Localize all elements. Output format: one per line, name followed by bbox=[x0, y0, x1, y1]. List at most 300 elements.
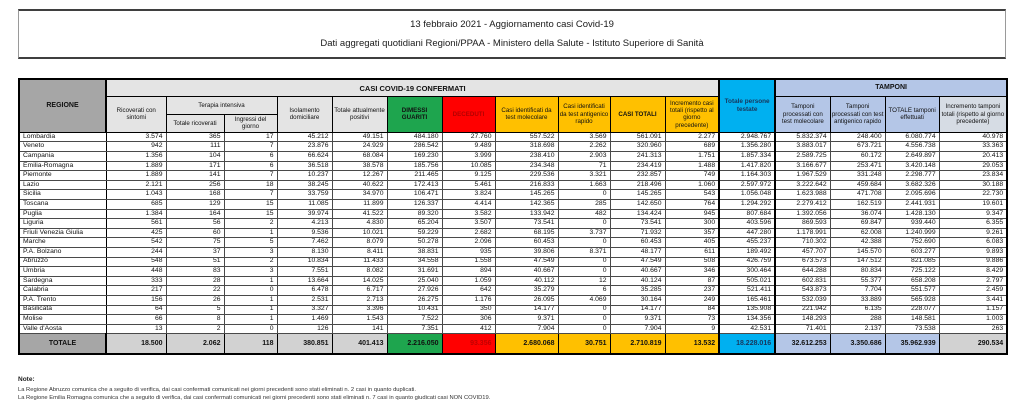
cell-tamponi-molecolare: 71.401 bbox=[775, 324, 830, 334]
cell-persone-testate: 300.464 bbox=[719, 267, 775, 277]
col-header-incremento-casi: Incremento casi totali (rispetto al giorno precedente) bbox=[665, 97, 719, 133]
table-row bbox=[19, 152, 1007, 162]
cell-incremento-tamponi: 20.413 bbox=[939, 152, 1007, 162]
cell-deceduti: 4.414 bbox=[442, 200, 495, 210]
cell-dimessi-guariti: 34.558 bbox=[387, 257, 442, 267]
totale-tamponi-molecolare: 32.612.253 bbox=[775, 334, 830, 355]
cell-casi-molecolare: 35.279 bbox=[495, 286, 558, 296]
cell-tamponi-totale: 6.080.774 bbox=[885, 132, 939, 142]
cell-casi-antigenico: 0 bbox=[558, 267, 610, 277]
cell-attualmente-positivi: 8.082 bbox=[332, 267, 387, 277]
cell-isolamento: 9.536 bbox=[277, 228, 332, 238]
col-header-ingressi-giorno: Ingressi del giorno bbox=[224, 115, 277, 133]
totale-persone-testate: 18.228.016 bbox=[719, 334, 775, 355]
cell-incremento-tamponi: 19.601 bbox=[939, 200, 1007, 210]
cell-persone-testate: 807.684 bbox=[719, 209, 775, 219]
cell-persone-testate: 1.417.820 bbox=[719, 161, 775, 171]
cell-deceduti: 2.096 bbox=[442, 238, 495, 248]
totale-casi-molecolare: 2.680.068 bbox=[495, 334, 558, 355]
cell-casi-totali: 241.313 bbox=[610, 152, 665, 162]
totale-dimessi: 2.216.050 bbox=[387, 334, 442, 355]
cell-incremento-tamponi: 8.429 bbox=[939, 267, 1007, 277]
cell-ricoverati: 64 bbox=[106, 305, 166, 315]
cell-tamponi-totale: 2.095.696 bbox=[885, 190, 939, 200]
cell-incremento-casi: 1.751 bbox=[665, 152, 719, 162]
cell-dimessi-guariti: 484.180 bbox=[387, 132, 442, 142]
table-row bbox=[19, 248, 1007, 258]
cell-casi-molecolare: 68.195 bbox=[495, 228, 558, 238]
cell-incremento-tamponi: 22.730 bbox=[939, 190, 1007, 200]
col-header-casi-totali: CASI TOTALI bbox=[610, 97, 665, 133]
cell-isolamento: 23.876 bbox=[277, 142, 332, 152]
cell-persone-testate: 135.908 bbox=[719, 305, 775, 315]
cell-totale-ricoverati: 8 bbox=[166, 315, 224, 325]
cell-tamponi-molecolare: 148.293 bbox=[775, 315, 830, 325]
cell-casi-molecolare: 234.348 bbox=[495, 161, 558, 171]
cell-casi-totali: 232.857 bbox=[610, 171, 665, 181]
cell-tamponi-molecolare: 3.883.017 bbox=[775, 142, 830, 152]
cell-tamponi-molecolare: 673.573 bbox=[775, 257, 830, 267]
cell-ingressi-giorno: 1 bbox=[224, 295, 277, 305]
cell-tamponi-molecolare: 221.942 bbox=[775, 305, 830, 315]
cell-casi-antigenico: 8.371 bbox=[558, 248, 610, 258]
totale-terapia: 2.062 bbox=[166, 334, 224, 355]
cell-incremento-casi: 2.277 bbox=[665, 132, 719, 142]
cell-tamponi-totale: 565.928 bbox=[885, 295, 939, 305]
cell-tamponi-antigenico: 147.512 bbox=[830, 257, 885, 267]
cell-dimessi-guariti: 172.413 bbox=[387, 180, 442, 190]
cell-ricoverati: 548 bbox=[106, 257, 166, 267]
cell-tamponi-antigenico: 248.400 bbox=[830, 132, 885, 142]
totale-tamponi-effettuati: 35.962.939 bbox=[885, 334, 939, 355]
cell-regione: Campania bbox=[19, 152, 106, 162]
cell-casi-molecolare: 142.365 bbox=[495, 200, 558, 210]
cell-ricoverati: 217 bbox=[106, 286, 166, 296]
cell-totale-ricoverati: 141 bbox=[166, 171, 224, 181]
cell-isolamento: 10.237 bbox=[277, 171, 332, 181]
cell-tamponi-antigenico: 331.248 bbox=[830, 171, 885, 181]
cell-dimessi-guariti: 65.204 bbox=[387, 219, 442, 229]
cell-casi-antigenico: 6 bbox=[558, 286, 610, 296]
cell-ricoverati: 2.121 bbox=[106, 180, 166, 190]
cell-incremento-casi: 405 bbox=[665, 238, 719, 248]
cell-persone-testate: 1.294.292 bbox=[719, 200, 775, 210]
table-row bbox=[19, 238, 1007, 248]
col-header-incremento-tamponi: Incremento tamponi totali (rispetto al giorno precedente) bbox=[939, 97, 1007, 133]
cell-ingressi-giorno: 7 bbox=[224, 142, 277, 152]
cell-isolamento: 3.327 bbox=[277, 305, 332, 315]
cell-deceduti: 412 bbox=[442, 324, 495, 334]
cell-ricoverati: 156 bbox=[106, 295, 166, 305]
cell-dimessi-guariti: 211.465 bbox=[387, 171, 442, 181]
cell-tamponi-antigenico: 60.172 bbox=[830, 152, 885, 162]
cell-tamponi-antigenico: 673.721 bbox=[830, 142, 885, 152]
cell-casi-molecolare: 26.095 bbox=[495, 295, 558, 305]
cell-tamponi-molecolare: 543.873 bbox=[775, 286, 830, 296]
cell-casi-antigenico: 3.569 bbox=[558, 132, 610, 142]
cell-regione: Emilia-Romagna bbox=[19, 161, 106, 171]
cell-persone-testate: 1.056.048 bbox=[719, 190, 775, 200]
cell-casi-antigenico: 0 bbox=[558, 190, 610, 200]
cell-totale-ricoverati: 164 bbox=[166, 209, 224, 219]
cell-regione: Calabria bbox=[19, 286, 106, 296]
cell-regione: Sardegna bbox=[19, 276, 106, 286]
cell-tamponi-antigenico: 80.834 bbox=[830, 267, 885, 277]
title-box bbox=[18, 9, 1006, 59]
cell-ricoverati: 1.889 bbox=[106, 171, 166, 181]
cell-deceduti: 3.824 bbox=[442, 190, 495, 200]
cell-isolamento: 8.130 bbox=[277, 248, 332, 258]
cell-attualmente-positivi: 2.713 bbox=[332, 295, 387, 305]
cell-tamponi-molecolare: 1.623.988 bbox=[775, 190, 830, 200]
cell-casi-antigenico: 0 bbox=[558, 324, 610, 334]
cell-regione: Umbria bbox=[19, 267, 106, 277]
cell-regione: P.A. Trento bbox=[19, 295, 106, 305]
cell-tamponi-molecolare: 2.279.412 bbox=[775, 200, 830, 210]
cell-ricoverati: 561 bbox=[106, 219, 166, 229]
cell-casi-molecolare: 216.833 bbox=[495, 180, 558, 190]
cell-attualmente-positivi: 24.929 bbox=[332, 142, 387, 152]
cell-totale-ricoverati: 104 bbox=[166, 152, 224, 162]
note-line-emilia-romagna: La Regione Emilia Romagna comunica che a seguito di verifica, dai casi confermati comunicati nei giorni precedenti sono stati eliminati n. 7 casi in quanto giudicati casi NON COVID19. bbox=[18, 394, 491, 401]
cell-regione: Sicilia bbox=[19, 190, 106, 200]
cell-casi-totali: 561.091 bbox=[610, 132, 665, 142]
cell-totale-ricoverati: 37 bbox=[166, 248, 224, 258]
col-header-tamponi-molecolare: Tamponi processati con test molecolare bbox=[775, 97, 830, 133]
cell-isolamento: 33.759 bbox=[277, 190, 332, 200]
cell-regione: Abruzzo bbox=[19, 257, 106, 267]
col-header-regione: REGIONE bbox=[19, 79, 106, 132]
cell-totale-ricoverati: 365 bbox=[166, 132, 224, 142]
cell-tamponi-antigenico: 6.135 bbox=[830, 305, 885, 315]
cell-dimessi-guariti: 10.431 bbox=[387, 305, 442, 315]
cell-attualmente-positivi: 11.433 bbox=[332, 257, 387, 267]
cell-regione: Puglia bbox=[19, 209, 106, 219]
cell-deceduti: 27.760 bbox=[442, 132, 495, 142]
notes-section bbox=[18, 376, 1004, 403]
cell-deceduti: 2.682 bbox=[442, 228, 495, 238]
cell-attualmente-positivi: 8.411 bbox=[332, 248, 387, 258]
cell-tamponi-antigenico: 36.074 bbox=[830, 209, 885, 219]
cell-isolamento: 38.245 bbox=[277, 180, 332, 190]
cell-totale-ricoverati: 60 bbox=[166, 228, 224, 238]
table-header bbox=[19, 79, 1007, 132]
cell-casi-antigenico: 0 bbox=[558, 305, 610, 315]
table-row bbox=[19, 142, 1007, 152]
cell-isolamento: 6.478 bbox=[277, 286, 332, 296]
cell-attualmente-positivi: 10.021 bbox=[332, 228, 387, 238]
cell-incremento-tamponi: 9.893 bbox=[939, 248, 1007, 258]
cell-incremento-casi: 1.060 bbox=[665, 180, 719, 190]
cell-attualmente-positivi: 4.830 bbox=[332, 219, 387, 229]
cell-persone-testate: 2.948.767 bbox=[719, 132, 775, 142]
cell-casi-antigenico: 3.737 bbox=[558, 228, 610, 238]
cell-attualmente-positivi: 68.084 bbox=[332, 152, 387, 162]
cell-casi-molecolare: 9.371 bbox=[495, 315, 558, 325]
cell-casi-molecolare: 40.112 bbox=[495, 276, 558, 286]
cell-casi-molecolare: 47.549 bbox=[495, 257, 558, 267]
cell-incremento-tamponi: 1.003 bbox=[939, 315, 1007, 325]
cell-ingressi-giorno: 1 bbox=[224, 305, 277, 315]
table-row bbox=[19, 286, 1007, 296]
cell-casi-antigenico: 12 bbox=[558, 276, 610, 286]
cell-casi-antigenico: 0 bbox=[558, 238, 610, 248]
cell-tamponi-totale: 2.298.777 bbox=[885, 171, 939, 181]
cell-attualmente-positivi: 41.522 bbox=[332, 209, 387, 219]
cell-tamponi-totale: 752.690 bbox=[885, 238, 939, 248]
cell-totale-ricoverati: 26 bbox=[166, 295, 224, 305]
cell-regione: Liguria bbox=[19, 219, 106, 229]
cell-deceduti: 3.507 bbox=[442, 219, 495, 229]
col-header-casi-antigenico: Casi identificati da test antigenico rapido bbox=[558, 97, 610, 133]
cell-dimessi-guariti: 106.471 bbox=[387, 190, 442, 200]
cell-attualmente-positivi: 141 bbox=[332, 324, 387, 334]
totale-label: TOTALE bbox=[19, 334, 106, 355]
cell-incremento-casi: 543 bbox=[665, 190, 719, 200]
cell-deceduti: 10.085 bbox=[442, 161, 495, 171]
cell-incremento-tamponi: 6.083 bbox=[939, 238, 1007, 248]
cell-incremento-tamponi: 1.157 bbox=[939, 305, 1007, 315]
cell-totale-ricoverati: 111 bbox=[166, 142, 224, 152]
cell-persone-testate: 2.597.972 bbox=[719, 180, 775, 190]
cell-regione: Basilicata bbox=[19, 305, 106, 315]
cell-casi-antigenico: 2.262 bbox=[558, 142, 610, 152]
cell-casi-totali: 145.265 bbox=[610, 190, 665, 200]
cell-incremento-casi: 611 bbox=[665, 248, 719, 258]
totale-isolamento: 380.851 bbox=[277, 334, 332, 355]
cell-ingressi-giorno: 15 bbox=[224, 209, 277, 219]
cell-isolamento: 7.551 bbox=[277, 267, 332, 277]
notes-label: Note: bbox=[18, 376, 35, 383]
totale-tamponi-antigenico: 3.350.686 bbox=[830, 334, 885, 355]
cell-casi-molecolare: 238.410 bbox=[495, 152, 558, 162]
cell-casi-totali: 218.496 bbox=[610, 180, 665, 190]
cell-tamponi-totale: 1.240.999 bbox=[885, 228, 939, 238]
cell-persone-testate: 403.596 bbox=[719, 219, 775, 229]
cell-casi-totali: 35.285 bbox=[610, 286, 665, 296]
cell-casi-antigenico: 3.321 bbox=[558, 171, 610, 181]
cell-dimessi-guariti: 7.351 bbox=[387, 324, 442, 334]
cell-persone-testate: 447.280 bbox=[719, 228, 775, 238]
table-row bbox=[19, 171, 1007, 181]
cell-incremento-casi: 237 bbox=[665, 286, 719, 296]
cell-dimessi-guariti: 59.229 bbox=[387, 228, 442, 238]
cell-ricoverati: 1.356 bbox=[106, 152, 166, 162]
col-header-ricoverati: Ricoverati con sintomi bbox=[106, 97, 166, 133]
totale-casi-totali: 2.710.819 bbox=[610, 334, 665, 355]
title-line-1: 13 febbraio 2021 - Aggiornamento casi Covid-19 bbox=[410, 19, 614, 30]
cell-dimessi-guariti: 25.040 bbox=[387, 276, 442, 286]
cell-isolamento: 4.213 bbox=[277, 219, 332, 229]
cell-regione: P.A. Bolzano bbox=[19, 248, 106, 258]
cell-tamponi-totale: 3.420.148 bbox=[885, 161, 939, 171]
cell-ricoverati: 542 bbox=[106, 238, 166, 248]
cell-incremento-casi: 84 bbox=[665, 305, 719, 315]
cell-casi-molecolare: 73.541 bbox=[495, 219, 558, 229]
table-footer bbox=[19, 334, 1007, 355]
totale-row bbox=[19, 334, 1007, 355]
cell-tamponi-totale: 228.077 bbox=[885, 305, 939, 315]
cell-isolamento: 2.531 bbox=[277, 295, 332, 305]
cell-deceduti: 935 bbox=[442, 248, 495, 258]
cell-persone-testate: 505.021 bbox=[719, 276, 775, 286]
cell-tamponi-antigenico: 145.570 bbox=[830, 248, 885, 258]
cell-tamponi-totale: 73.538 bbox=[885, 324, 939, 334]
table-row bbox=[19, 190, 1007, 200]
table-row bbox=[19, 305, 1007, 315]
cell-casi-totali: 73.541 bbox=[610, 219, 665, 229]
cell-casi-molecolare: 60.453 bbox=[495, 238, 558, 248]
table-row bbox=[19, 228, 1007, 238]
group-header-casi-confermati: CASI COVID-19 CONFERMATI bbox=[106, 79, 719, 97]
cell-tamponi-totale: 4.556.738 bbox=[885, 142, 939, 152]
cell-totale-ricoverati: 75 bbox=[166, 238, 224, 248]
cell-tamponi-molecolare: 3.166.677 bbox=[775, 161, 830, 171]
cell-attualmente-positivi: 1.543 bbox=[332, 315, 387, 325]
cell-ricoverati: 1.384 bbox=[106, 209, 166, 219]
cell-attualmente-positivi: 8.079 bbox=[332, 238, 387, 248]
col-header-dimessi-guariti: DIMESSI GUARITI bbox=[387, 97, 442, 133]
cell-ingressi-giorno: 2 bbox=[224, 257, 277, 267]
cell-deceduti: 9.489 bbox=[442, 142, 495, 152]
cell-incremento-casi: 87 bbox=[665, 276, 719, 286]
cell-deceduti: 642 bbox=[442, 286, 495, 296]
cell-deceduti: 1.176 bbox=[442, 295, 495, 305]
table-row bbox=[19, 267, 1007, 277]
cell-tamponi-molecolare: 1.967.529 bbox=[775, 171, 830, 181]
cell-isolamento: 10.834 bbox=[277, 257, 332, 267]
cell-casi-molecolare: 145.265 bbox=[495, 190, 558, 200]
cell-ingressi-giorno: 6 bbox=[224, 161, 277, 171]
cell-deceduti: 5.461 bbox=[442, 180, 495, 190]
cell-deceduti: 1.059 bbox=[442, 276, 495, 286]
cell-dimessi-guariti: 7.522 bbox=[387, 315, 442, 325]
cell-isolamento: 39.974 bbox=[277, 209, 332, 219]
cell-deceduti: 9.125 bbox=[442, 171, 495, 181]
cell-ingressi-giorno: 1 bbox=[224, 228, 277, 238]
cell-casi-molecolare: 229.536 bbox=[495, 171, 558, 181]
cell-casi-antigenico: 71 bbox=[558, 161, 610, 171]
table-row bbox=[19, 180, 1007, 190]
cell-tamponi-totale: 2.649.897 bbox=[885, 152, 939, 162]
cell-persone-testate: 455.237 bbox=[719, 238, 775, 248]
cell-incremento-casi: 1.488 bbox=[665, 161, 719, 171]
cell-tamponi-totale: 603.277 bbox=[885, 248, 939, 258]
cell-tamponi-molecolare: 1.392.056 bbox=[775, 209, 830, 219]
cell-tamponi-antigenico: 162.519 bbox=[830, 200, 885, 210]
cell-persone-testate: 1.164.303 bbox=[719, 171, 775, 181]
cell-isolamento: 66.624 bbox=[277, 152, 332, 162]
cell-incremento-tamponi: 3.441 bbox=[939, 295, 1007, 305]
cell-ingressi-giorno: 15 bbox=[224, 200, 277, 210]
cell-totale-ricoverati: 83 bbox=[166, 267, 224, 277]
cell-regione: Molise bbox=[19, 315, 106, 325]
table-row bbox=[19, 209, 1007, 219]
cell-regione: Friuli Venezia Giulia bbox=[19, 228, 106, 238]
cell-incremento-casi: 764 bbox=[665, 200, 719, 210]
cell-ingressi-giorno: 2 bbox=[224, 219, 277, 229]
cell-incremento-tamponi: 263 bbox=[939, 324, 1007, 334]
cell-dimessi-guariti: 27.926 bbox=[387, 286, 442, 296]
cell-attualmente-positivi: 12.267 bbox=[332, 171, 387, 181]
cell-casi-totali: 7.904 bbox=[610, 324, 665, 334]
table-row bbox=[19, 132, 1007, 142]
col-header-deceduti: DECEDUTI bbox=[442, 97, 495, 133]
cell-ingressi-giorno: 6 bbox=[224, 152, 277, 162]
cell-casi-antigenico: 0 bbox=[558, 257, 610, 267]
cell-tamponi-molecolare: 710.302 bbox=[775, 238, 830, 248]
cell-regione: Veneto bbox=[19, 142, 106, 152]
cell-totale-ricoverati: 56 bbox=[166, 219, 224, 229]
cell-incremento-tamponi: 9.886 bbox=[939, 257, 1007, 267]
table-row bbox=[19, 315, 1007, 325]
col-header-tamponi-totale: TOTALE tamponi effettuati bbox=[885, 97, 939, 133]
cell-casi-molecolare: 557.522 bbox=[495, 132, 558, 142]
cell-tamponi-molecolare: 2.589.725 bbox=[775, 152, 830, 162]
cell-tamponi-antigenico: 69.847 bbox=[830, 219, 885, 229]
cell-incremento-tamponi: 23.834 bbox=[939, 171, 1007, 181]
cell-totale-ricoverati: 28 bbox=[166, 276, 224, 286]
cell-ricoverati: 333 bbox=[106, 276, 166, 286]
cell-ingressi-giorno: 0 bbox=[224, 324, 277, 334]
cell-ingressi-giorno: 3 bbox=[224, 267, 277, 277]
cell-attualmente-positivi: 40.622 bbox=[332, 180, 387, 190]
totale-casi-antigenico: 30.751 bbox=[558, 334, 610, 355]
cell-deceduti: 894 bbox=[442, 267, 495, 277]
cell-regione: Marche bbox=[19, 238, 106, 248]
cell-regione: Lombardia bbox=[19, 132, 106, 142]
cell-casi-antigenico: 482 bbox=[558, 209, 610, 219]
cell-casi-totali: 320.960 bbox=[610, 142, 665, 152]
cell-deceduti: 3.999 bbox=[442, 152, 495, 162]
col-header-tamponi-antigenico: Tamponi processati con test antigenico rapido bbox=[830, 97, 885, 133]
cell-incremento-casi: 689 bbox=[665, 142, 719, 152]
cell-ricoverati: 425 bbox=[106, 228, 166, 238]
cell-ricoverati: 1.043 bbox=[106, 190, 166, 200]
cell-tamponi-molecolare: 5.832.374 bbox=[775, 132, 830, 142]
cell-attualmente-positivi: 49.151 bbox=[332, 132, 387, 142]
cell-regione: Lazio bbox=[19, 180, 106, 190]
cell-deceduti: 306 bbox=[442, 315, 495, 325]
cell-ricoverati: 13 bbox=[106, 324, 166, 334]
cell-attualmente-positivi: 6.717 bbox=[332, 286, 387, 296]
cell-casi-antigenico: 0 bbox=[558, 219, 610, 229]
cell-casi-totali: 30.164 bbox=[610, 295, 665, 305]
cell-ingressi-giorno: 3 bbox=[224, 248, 277, 258]
cell-incremento-casi: 346 bbox=[665, 267, 719, 277]
cell-dimessi-guariti: 126.337 bbox=[387, 200, 442, 210]
cell-persone-testate: 134.356 bbox=[719, 315, 775, 325]
cell-totale-ricoverati: 129 bbox=[166, 200, 224, 210]
note-line-abruzzo: La Regione Abruzzo comunica che a seguito di verifica, dai casi confermati comunicati nei giorni precedenti sono stati eliminati n. 2 casi in quanto duplicati. bbox=[18, 387, 416, 393]
col-header-casi-molecolare: Casi identificati da test molecolare bbox=[495, 97, 558, 133]
cell-isolamento: 126 bbox=[277, 324, 332, 334]
cell-persone-testate: 521.411 bbox=[719, 286, 775, 296]
cell-tamponi-molecolare: 1.178.991 bbox=[775, 228, 830, 238]
cell-casi-molecolare: 7.904 bbox=[495, 324, 558, 334]
cell-incremento-casi: 749 bbox=[665, 171, 719, 181]
cell-totale-ricoverati: 171 bbox=[166, 161, 224, 171]
cell-totale-ricoverati: 2 bbox=[166, 324, 224, 334]
cell-incremento-tamponi: 2.797 bbox=[939, 276, 1007, 286]
cell-persone-testate: 189.492 bbox=[719, 248, 775, 258]
cell-isolamento: 13.664 bbox=[277, 276, 332, 286]
cell-casi-antigenico: 1.663 bbox=[558, 180, 610, 190]
table-row bbox=[19, 295, 1007, 305]
cell-ingressi-giorno: 1 bbox=[224, 276, 277, 286]
cell-casi-molecolare: 40.667 bbox=[495, 267, 558, 277]
cell-tamponi-totale: 821.085 bbox=[885, 257, 939, 267]
